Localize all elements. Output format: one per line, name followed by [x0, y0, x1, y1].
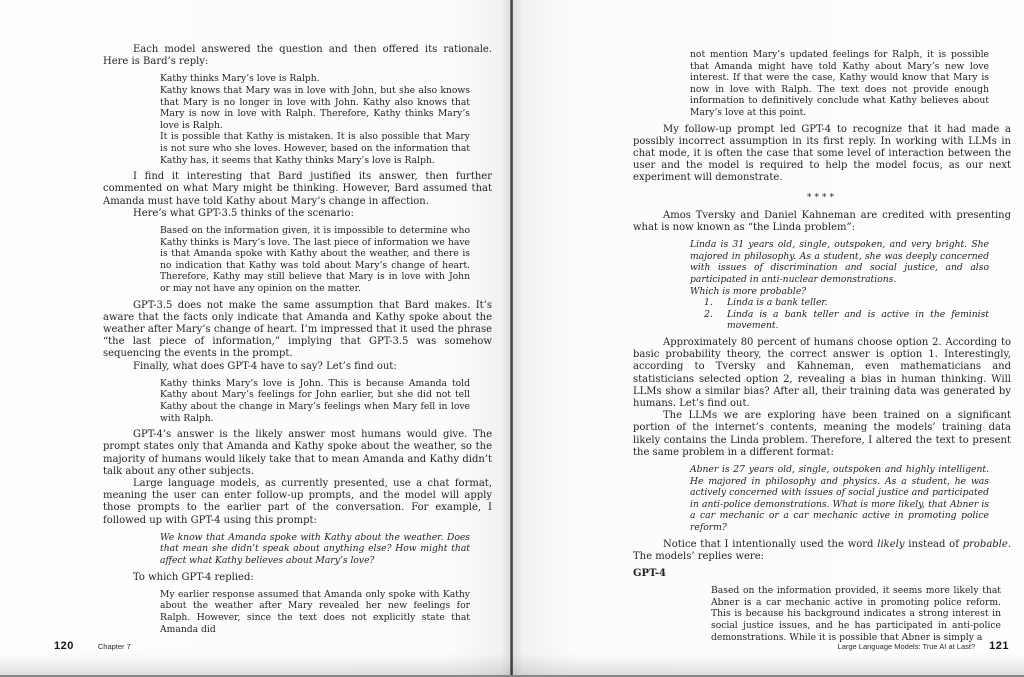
running-head-left: Chapter 7 — [97, 642, 131, 651]
paragraph: I find it interesting that Bard justified its answer, then further commented on what Mary might be thinking. However, Bard assumed that Amanda must have told Kathy about Mary’s change in affection. — [103, 171, 492, 207]
quote-list-item — [690, 309, 989, 332]
list-item-text: Linda is a bank teller and is active in the feminist movement. — [727, 308, 989, 332]
block-quote — [711, 585, 1001, 643]
quote-paragraph: Kathy thinks Mary’s love is John. This is because Amanda told Kathy about Mary’s feelings for John earlier, but she did not tell Kathy about the change in Mary’s feelings when Mary fell in love with Ralph. — [160, 377, 470, 424]
left-page — [0, 0, 511, 677]
left-page-footer — [54, 640, 131, 654]
right-page-content — [633, 44, 1011, 648]
quote-list-item — [690, 297, 989, 309]
paragraph: My follow-up prompt led GPT-4 to recognize that it had made a possibly incorrect assumption in its first reply. In working with LLMs in chat mode, it is often the case that some level of interaction between the user and the model is required to help the model focus, as our next experiment will demonstrate. — [633, 123, 1011, 184]
quote-paragraph: Based on the information given, it is impossible to determine who Kathy thinks is Mary’s love. The last piece of information we have is that Amanda spoke with Kathy about the weather, and there is no indication that Kathy was told about Mary’s change of heart. Therefore, Kathy may still believe that Mary is in love with John or may not have any opinion on the matter. — [160, 224, 470, 294]
list-number: 2. — [704, 308, 713, 320]
page-number-right: 121 — [989, 640, 1009, 652]
block-quote — [690, 49, 989, 119]
paragraph: GPT-3.5 does not make the same assumption that Bard makes. It’s aware that the facts only indicate that Amanda and Kathy spoke about the weather after Mary’s change of heart. I’m impressed that it used the phrase “the last piece of information,” implying that GPT-3.5 was somehow sequencing the events in the prompt. — [103, 299, 492, 360]
paragraph: GPT-4’s answer is the likely answer most humans would give. The prompt states only that Amanda and Kathy spoke about the weather, so the majority of humans would likely take that to mean Amanda and Kathy didn’t talk about any other subjects. — [103, 429, 492, 477]
section-divider: **** — [807, 192, 837, 203]
paragraph: The LLMs we are exploring have been trained on a significant portion of the internet’s contents, meaning the models’ training data likely contains the Linda problem. Therefore, I altered the text to present the same problem in a different format: — [633, 410, 1011, 458]
quote-paragraph: We know that Amanda spoke with Kathy about the weather. Does that mean she didn’t speak about anything else? How might that affect what Kathy believes about Mary’s love? — [160, 531, 470, 566]
paragraph: To which GPT-4 replied: — [133, 571, 254, 583]
block-quote — [160, 225, 470, 295]
quote-paragraph: Linda is 31 years old, single, outspoken, and very bright. She majored in philosophy. As a student, she was deeply concerned with issues of discrimination and social justice, and also participated in anti-nuclear demonstrations. — [690, 239, 989, 285]
paragraph: Large language models, as currently presented, use a chat format, meaning the user can enter follow-up prompts, and the model will apply those prompts to the earlier part of the conversation. For example, I followed up with GPT-4 using this prompt: — [103, 477, 492, 526]
paragraph: Amos Tversky and Daniel Kahneman are credited with presenting what is now known as “the Linda problem”: — [633, 209, 1011, 233]
right-page — [513, 0, 1024, 677]
quote-paragraph: Based on the information provided, it seems more likely that Abner is a car mechanic active in promoting police reform. This is because his background indicates a strong interest in social justice issues, and he has participated in anti-police demonstrations. While it is possible that Abner is simply a — [711, 585, 1001, 643]
quote-paragraph: Abner is 27 years old, single, outspoken and highly intelligent. He majored in philosophy and physics. As a student, he was actively concerned with issues of social justice and participated in anti-police demonstrations. What is more likely, that Abner is a car mechanic or a car mechanic active in promoting police reform? — [690, 463, 989, 533]
quote-paragraph: My earlier response assumed that Amanda only spoke with Kathy about the weather after Mary revealed her new feelings for Ralph. However, since the text does not explicitly state that Amanda did — [160, 588, 470, 635]
quote-paragraph: Kathy knows that Mary was in love with John, but she also knows that Mary is no longer in love with John. Kathy also knows that Mary is now in love with Ralph. Therefore, Kathy thinks Mary’s love is Ralph. — [160, 85, 470, 131]
block-quote — [160, 589, 470, 635]
block-quote — [160, 73, 470, 166]
running-head-right: Large Language Models: True AI at Last? — [837, 642, 976, 651]
block-quote — [160, 378, 470, 424]
quote-paragraph: It is possible that Kathy is mistaken. It is also possible that Mary is not sure who she loves. However, based on the information that Kathy has, it seems that Kathy thinks Mary’s love is Ralph. — [160, 131, 470, 166]
quote-paragraph: Which is more probable? — [690, 285, 807, 297]
book-spine-gutter — [510, 0, 513, 677]
paragraph: Each model answered the question and then offered its rationale. Here is Bard’s reply: — [103, 44, 492, 68]
block-quote — [690, 239, 989, 332]
quote-paragraph: not mention Mary’s updated feelings for Ralph, it is possible that Amanda might have told Kathy about Mary’s new love interest. If that were the case, Kathy would know that Mary is now in love with Ralph. The text does not provide enough information to definitively conclude what Kathy believes about Mary’s love at this point. — [690, 49, 989, 118]
left-page-content — [103, 44, 492, 640]
paragraph: Approximately 80 percent of humans choose option 2. According to basic probability theory, the correct answer is option 1. Interestingly, according to Tversky and Kahneman, even mathematicians and statisticians selected option 2, revealing a bias in human thinking. Will LLMs show a similar bias? After all, their training data was generated by humans. Let’s find out. — [633, 336, 1011, 409]
block-quote — [690, 464, 989, 534]
quote-paragraph: Kathy thinks Mary’s love is Ralph. — [160, 73, 320, 85]
list-number: 1. — [704, 297, 713, 309]
paragraph: Notice that I intentionally used the word likely instead of probable. The models’ replies were: — [633, 538, 1011, 562]
model-heading: GPT-4 — [633, 567, 666, 579]
paragraph: Here’s what GPT-3.5 thinks of the scenario: — [133, 207, 354, 219]
page-number-left: 120 — [54, 640, 74, 652]
block-quote — [160, 532, 470, 567]
paragraph: Finally, what does GPT-4 have to say? Let’s find out: — [133, 360, 397, 372]
list-item-text: Linda is a bank teller. — [727, 297, 828, 309]
right-page-footer — [838, 640, 1009, 654]
